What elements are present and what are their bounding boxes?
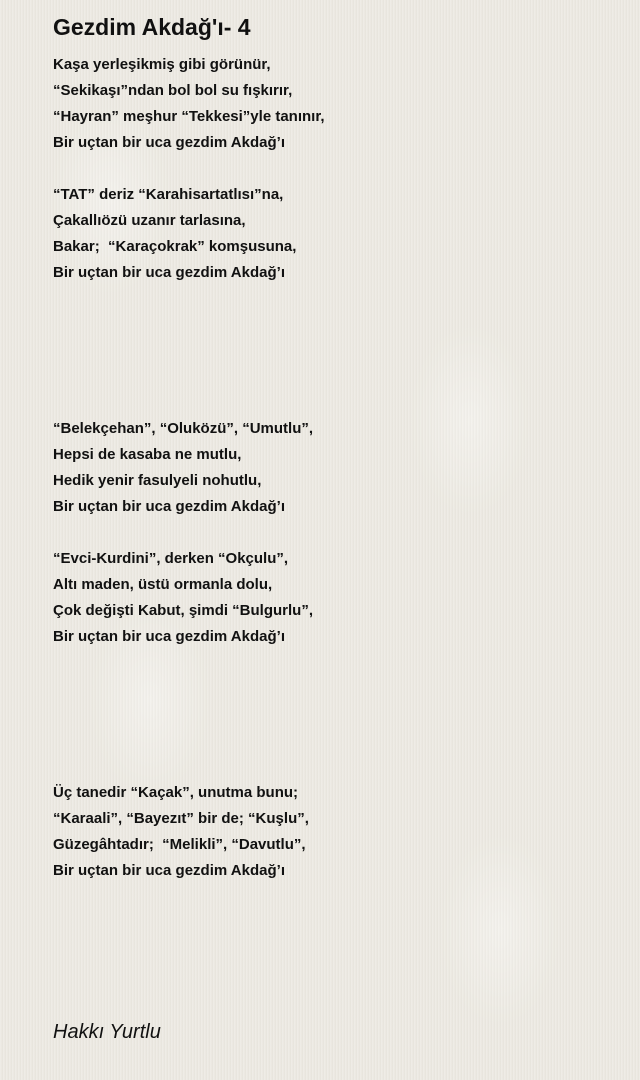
poem-line: Bir uçtan bir uca gezdim Akdağ’ı [53,498,285,515]
poem-line: Bir uçtan bir uca gezdim Akdağ’ı [53,628,285,645]
poem-line: “Karaali”, “Bayezıt” bir de; “Kuşlu”, [53,810,309,827]
poem-line: Bir uçtan bir uca gezdim Akdağ’ı [53,134,285,151]
poem-line: Güzegâhtadır; “Melikli”, “Davutlu”, [53,836,306,853]
poem-line: “Belekçehan”, “Oluközü”, “Umutlu”, [53,420,314,437]
stanza [53,182,613,286]
stanza-gap [53,286,613,416]
poem-line: Üç tanedir “Kaçak”, unutma bunu; [53,784,299,801]
poem-line: Bir uçtan bir uca gezdim Akdağ’ı [53,862,285,879]
poem-line: Altı maden, üstü ormanla dolu, [53,576,273,593]
poem-line: “Sekikaşı”ndan bol bol su fışkırır, [53,82,293,99]
stanza [53,546,613,650]
poem-line: “Hayran” meşhur “Tekkesi”yle tanınır, [53,108,325,125]
stanza [53,52,613,156]
stanza-gap [53,156,613,182]
stanza [53,780,613,884]
poem-line: Bir uçtan bir uca gezdim Akdağ’ı [53,264,285,281]
poem-line: “TAT” deriz “Karahisartatlısı”na, [53,186,284,203]
poem-author: Hakkı Yurtlu [53,1021,161,1043]
poem-line: Hedik yenir fasulyeli nohutlu, [53,472,262,489]
poem-line: Bakar; “Karaçokrak” komşusuna, [53,238,297,255]
poem-body [53,52,613,884]
poem-line: Çakallıözü uzanır tarlasına, [53,212,246,229]
poem-line: Hepsi de kasaba ne mutlu, [53,446,242,463]
poem-line: “Evci-Kurdini”, derken “Okçulu”, [53,550,289,567]
poem-line: Kaşa yerleşikmiş gibi görünür, [53,56,271,73]
stanza [53,416,613,520]
poem-line: Çok değişti Kabut, şimdi “Bulgurlu”, [53,602,314,619]
stanza-gap [53,520,613,546]
stanza-gap [53,650,613,780]
poem-title: Gezdim Akdağ'ı- 4 [53,14,251,40]
